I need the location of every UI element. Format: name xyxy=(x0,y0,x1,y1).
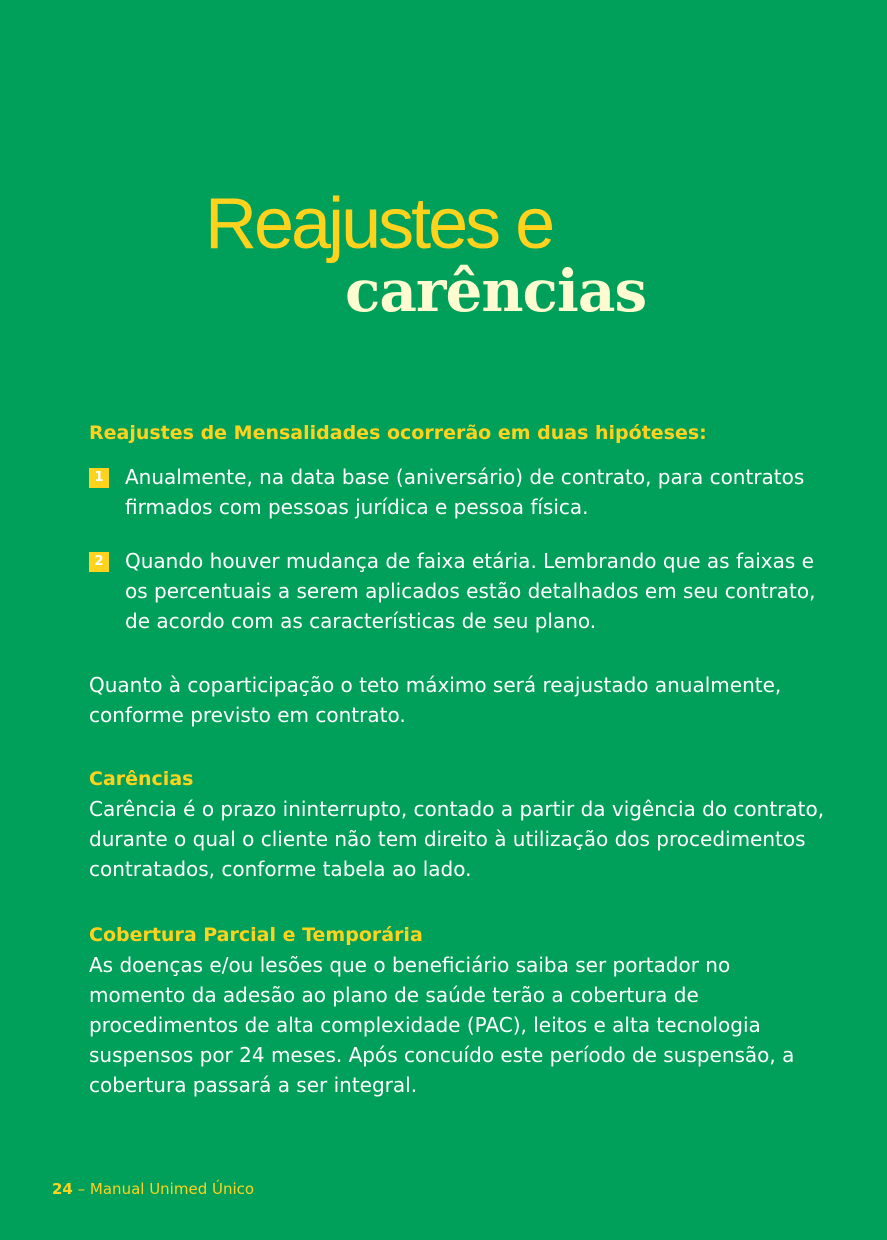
list-item-text: Anualmente, na data base (aniversário) de contrato, para contratos firmados com pessoas jurídica e pessoa física. xyxy=(125,465,805,519)
number-badge: 2 xyxy=(89,552,109,572)
page-title-line1: Reajustes e xyxy=(205,184,553,264)
number-badge: 1 xyxy=(89,468,109,488)
list-item-text: Quando houver mudança de faixa etária. Lembrando que as faixas e os percentuais a serem aplicados estão detalhados em seu contrato, de acordo com as características de seu plano. xyxy=(125,549,816,633)
page-number: 24 xyxy=(52,1180,73,1198)
coparticipacao-paragraph: Quanto à coparticipação o teto máximo será reajustado anualmente, conforme previsto em contrato. xyxy=(89,673,782,727)
list-item xyxy=(89,546,829,636)
footer-manual-name: Manual Unimed Único xyxy=(89,1180,255,1198)
carencias-paragraph: Carência é o prazo ininterrupto, contado a partir da vigência do contrato, durante o qual o cliente não tem direito à utilização dos procedimentos contratados, conforme tabela ao lado. xyxy=(89,797,825,881)
cobertura-paragraph: As doenças e/ou lesões que o beneficiário saiba ser portador no momento da adesão ao plano de saúde terão a cobertura de procedimentos de alta complexidade (PAC), leitos e alta tecnologia suspensos por 24 meses. Após concuído este período de suspensão, a cobertura passará a ser integral. xyxy=(89,953,795,1097)
reajustes-heading: Reajustes de Mensalidades ocorrerão em duas hipóteses: xyxy=(89,422,707,444)
carencias-heading: Carências xyxy=(89,768,194,790)
page-title-line2: carências xyxy=(345,257,647,325)
main-content xyxy=(89,418,829,1100)
page-footer xyxy=(52,1180,254,1198)
cobertura-heading: Cobertura Parcial e Temporária xyxy=(89,924,423,946)
footer-separator: – xyxy=(72,1180,90,1198)
list-item xyxy=(89,462,829,522)
